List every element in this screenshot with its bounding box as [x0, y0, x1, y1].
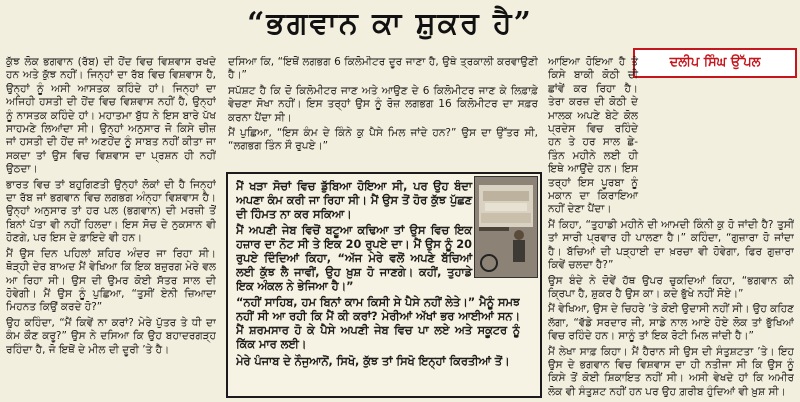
article-column-1 [6, 56, 216, 400]
paragraph: ਆਇਆ ਹੋਇਆ ਹੈ ਤੇ ਕਿਸੇ ਬਾਕੀ ਕੋਠੀ ਦੀ ਛਾਂਵੇਂ ਕਰ ਰਿਹਾ ਹੈ। ਤੇਰਾ ਕਰਜ਼ ਦੀ ਕੋਠੀ ਦੇ ਮਾਲਕ ਅਪਣੇ ਬੇਟੇ ਕੋਲ ਪ੍ਰਦੇਸ ਵਿਚ ਰਹਿੰਦੇ ਹਨ ਤੇ ਹਰ ਸਾਲ ਛੇ-ਤਿੰਨ ਮਹੀਨੇ ਲਈ ਹੀ ਇਥੇ ਆਉਂਦੇ ਹਨ। ਇਸ ਤਰ੍ਹਾਂ ਇਸ ਪੂਰਬਾ ਨੂੰ ਮਕਾਨ ਦਾ ਕਿਰਾਇਆ ਨਹੀਂ ਦੇਣਾ ਪੈਂਦਾ। [548, 56, 638, 216]
photo-elderly-man-with-cart [474, 176, 538, 278]
boxed-paragraph: “ਨਹੀਂ ਸਾਹਿਬ, ਹਮ ਬਿਨਾਂ ਕਾਮ ਕਿਸੀ ਸੇ ਪੈਸੇ ਨਹੀਂ ਲੇਤੇ।” ਮੈਨੂੰ ਸਮਝ ਨਹੀਂ ਸੀ ਆ ਰਹੀ ਕਿ ਮੈਂ ਕੀ ਕਰਾਂ? ਮੇਰੀਆਂ ਅੱਖਾਂ ਭਰ ਆਈਆਂ ਸਨ। ਮੈਂ ਸ਼ਰਮਸਾਰ ਹੋ ਕੇ ਪੈਸੇ ਅਪਣੀ ਜੇਬ ਵਿਚ ਪਾ ਲਏ ਅਤੇ ਸਕੂਟਰ ਨੂੰ ਕਿੱਕ ਮਾਰ ਲਈ। [236, 296, 520, 351]
paragraph: ਮੈਂ ਉਸ ਦਿਨ ਪਹਿਲਾਂ ਸ਼ਹਿਰ ਅੰਦਰ ਜਾ ਰਿਹਾ ਸੀ। ਥੋੜ੍ਹੀ ਦੇਰ ਬਾਅਦ ਮੈਂ ਵੇਖਿਆ ਕਿ ਇਕ ਬਜ਼ੁਰਗ ਮੇਰੇ ਵਲ ਆ ਰਿਹਾ ਸੀ। ਉਸ ਦੀ ਉਮਰ ਕੋਈ ਸੱਤਰ ਸਾਲ ਦੀ ਹੋਵੇਗੀ। ਮੈਂ ਉਸ ਨੂੰ ਪੁਛਿਆ, “ਤੁਸੀਂ ਏਨੀ ਜ਼ਿਆਦਾ ਮਿਹਨਤ ਕਿਉਂ ਕਰਦੇ ਹੋ?” [6, 247, 216, 314]
paragraph: ਮੈਂ ਲੇਖਾ ਸਾਫ਼ ਕਿਹਾ। ਮੈਂ ਹੈਰਾਨ ਸੀ ਉਸ ਦੀ ਸੰਤੁਸ਼ਟਤਾ ’ਤੇ। ਇਹ ਉਸ ਦੇ ਭਗਵਾਨ ਵਿਚ ਵਿਸ਼ਵਾਸ ਦਾ ਹੀ ਨਤੀਜਾ ਸੀ ਕਿ ਉਸ ਨੂੰ ਕਿਸੇ ਤੋਂ ਕੋਈ ਸ਼ਿਕਾਇਤ ਨਹੀਂ ਸੀ। ਅਸੀ ਵੇਖਦੇ ਹਾਂ ਕਿ ਅਮੀਰ ਲੋਕ ਵੀ ਸੰਤੁਸ਼ਟ ਨਹੀਂ ਹਨ ਪਰ ਉਹ ਗ਼ਰੀਬ ਹੁੰਦਿਆਂ ਵੀ ਖ਼ੁਸ਼ ਸੀ। [548, 345, 794, 398]
photo-illustration [475, 177, 537, 277]
article-column-2 [228, 56, 538, 170]
headline: “ਭਗਵਾਨ ਕਾ ਸ਼ੁਕਰ ਹੈ” [247, 6, 533, 41]
paragraph: ਮੈਂ ਪੁਛਿਆ, “ਇਸ ਕੰਮ ਦੇ ਕਿੰਨੇ ਕੁ ਪੈਸੇ ਮਿਲ ਜਾਂਦੇ ਹਨ?” ਉਸ ਦਾ ਉੱਤਰ ਸੀ, “ਲਗਭਗ ਤਿੰਨ ਸੌ ਰੁਪਏ।” [228, 127, 538, 153]
boxed-paragraph: ਮੇਰੇ ਪੰਜਾਬ ਦੇ ਨੌਜੁਆਨੋਂ, ਸਿਖੋ, ਕੁੱਝ ਤਾਂ ਸਿਖੋ ਇਨ੍ਹਾਂ ਕਿਰਤੀਆਂ ਤੋਂ। [236, 354, 510, 368]
article-column-3 [548, 56, 794, 400]
paragraph: ਸਪੱਸ਼ਟ ਹੈ ਕਿ ਦੋ ਕਿਲੋਮੀਟਰ ਜਾਣ ਅਤੇ ਆਉਣ ਦੇ 6 ਕਿਲੋਮੀਟਰ ਜਾਣ ਕੇ ਲਿਫ਼ਾਫ਼ੇ ਵੇਚਣਾ ਸੋਖਾ ਨਹੀਂ। ਇਸ ਤਰ੍ਹਾਂ ਉਸ ਨੂੰ ਰੋਜ਼ ਲਗਭਗ 16 ਕਿਲੋਮੀਟਰ ਦਾ ਸਫ਼ਰ ਕਰਨਾ ਪੈਂਦਾ ਸੀ। [228, 84, 538, 124]
boxed-paragraph: ਮੈਂ ਖੜਾ ਸੋਚਾਂ ਵਿਚ ਡੁੱਬਿਆ ਹੋਇਆ ਸੀ, ਪਰ ਉਹ ਬੰਦਾ ਅਪਣਾ ਕੰਮ ਕਰੀ ਜਾ ਰਿਹਾ ਸੀ। ਮੈਂ ਉਸ ਤੋਂ ਹੋਰ ਕੁੱਝ ਪੁੱਛਣ ਦੀ ਹਿੰਮਤ ਨਾ ਕਰ ਸਕਿਆ। [236, 180, 472, 221]
paragraph: ਉਹ ਕਹਿੰਦਾ, “ਮੈਂ ਕਿਵੇਂ ਨਾ ਕਰਾਂ? ਮੇਰੇ ਪੁੱਤਰ ਤੇ ਧੀ ਦਾ ਕੰਮ ਕੌਣ ਕਰੂ?” ਉਸ ਨੇ ਦਸਿਆ ਕਿ ਉਹ ਬਹਾਦਰਗੜ੍ਹ ਰਹਿੰਦਾ ਹੈ, ਜੋ ਇਥੋਂ ਦੇ ਮੀਲ ਦੀ ਦੂਰੀ ’ਤੇ ਹੈ। [6, 316, 216, 356]
paragraph: ਮੈਂ ਵੇਖਿਆ, ਉਸ ਦੇ ਚਿਹਰੇ ’ਤੇ ਕੋਈ ਉਦਾਸੀ ਨਹੀਂ ਸੀ। ਉਹ ਕਹਿਣ ਲੱਗਾ, “ਵੱਡੇ ਸਰਦਾਰ ਜੀ, ਸਾਡੇ ਨਾਲ ਆਏ ਹੋਏ ਲੋਕ ਤਾਂ ਭੁੱਖਿਆਂ ਵਿਚ ਰਹਿੰਦੇ ਹਨ। ਸਾਨੂੰ ਤਾਂ ਇਕ ਰੋਟੀ ਮਿਲ ਜਾਂਦੀ ਹੈ।” [548, 303, 794, 343]
paragraph: ਦਸਿਆ ਕਿ, “ਇਥੋਂ ਲਗਭਗ 6 ਕਿਲੋਮੀਟਰ ਦੂਰ ਜਾਣਾ ਹੈ, ਉਥੇ ਤ੍ਰਕਾਲੀ ਕਰਵਾਉਣੀ ਹੈ।” [228, 56, 538, 82]
paragraph: ਮੈਂ ਕਿਹਾ, “ਤੁਹਾਡੀ ਮਹੀਨੇ ਦੀ ਆਮਦੀ ਕਿੰਨੀ ਕੁ ਹੋ ਜਾਂਦੀ ਹੈ? ਤੁਸੀਂ ਤਾਂ ਸਾਰੀ ਪ੍ਰਵਾਰ ਹੀ ਪਾਲਣਾ ਹੈ।” ਕਹਿੰਦਾ, “ਗੁਜ਼ਾਰਾ ਹੋ ਜਾਂਦਾ ਹੈ। ਬੱਚਿਆਂ ਦੀ ਪੜ੍ਹਾਈ ਦਾ ਖ਼ਰਚਾ ਵੀ ਹੋਵੇਗਾ, ਫਿਰ ਗੁਜ਼ਾਰਾ ਕਿਵੇਂ ਚਲਦਾ ਹੈ?” [548, 218, 794, 272]
paragraph: ਉਸ ਬੰਦੇ ਨੇ ਦੋਵੇਂ ਹੱਥ ਉਪਰ ਚੁਕਦਿਆਂ ਕਿਹਾ, “ਭਗਵਾਨ ਕੀ ਕ੍ਰਿਪਾ ਹੈ, ਸ਼ੁਕਰ ਹੈ ਉਸ ਕਾ। ਕਦੇ ਭੁੱਖੇ ਨਹੀਂ ਸੋਏ।” [548, 274, 794, 300]
boxed-paragraph: ਮੈਂ ਅਪਣੀ ਜੇਬ ਵਿਚੋਂ ਬਟੂਆ ਕਢਿਆ ਤਾਂ ਉਸ ਵਿਚ ਇਕ ਹਜ਼ਾਰ ਦਾ ਨੋਟ ਸੀ ਤੇ ਇਕ 20 ਰੁਪਏ ਦਾ। ਮੈਂ ਉਸ ਨੂੰ 20 ਰੁਪਏ ਦਿੰਦਿਆਂ ਕਿਹਾ, “ਅੱਜ ਮੇਰੇ ਵਲੋਂ ਅਪਣੇ ਬੱਚਿਆਂ ਲਈ ਕੁੱਝ ਲੈ ਜਾਵੀਂ, ਉਹ ਖ਼ੁਸ਼ ਹੋ ਜਾਣਗੇ। ਕਹੀਂ, ਤੁਹਾਡੇ ਇਕ ਅੰਕਲ ਨੇ ਭੇਜਿਆ ਹੈ।” [236, 224, 472, 293]
paragraph: ਭਾਰਤ ਵਿਚ ਤਾਂ ਬਹੁਗਿਣਤੀ ਉਨ੍ਹਾਂ ਲੋਕਾਂ ਦੀ ਹੈ ਜਿਨ੍ਹਾਂ ਦਾ ਰੱਬ ਜਾਂ ਭਗਵਾਨ ਵਿਚ ਲਗਭਗ ਅੰਨ੍ਹਾ ਵਿਸ਼ਵਾਸ ਹੈ। ਉਨ੍ਹਾਂ ਅਨੁਸਾਰ ਤਾਂ ਹਰ ਪਲ (ਭਗਵਾਨ) ਦੀ ਮਰਜ਼ੀ ਤੋਂ ਬਿਨਾਂ ਪੱਤਾ ਵੀ ਨਹੀਂ ਹਿਲਦਾ। ਇਸ ਸੋਚ ਦੇ ਨੁਕਸਾਨ ਵੀ ਹੋਣਗੇ, ਪਰ ਇਸ ਦੇ ਫ਼ਾਇਦੇ ਵੀ ਹਨ। [6, 178, 216, 245]
paragraph: ਕੁੱਝ ਲੋਕ ਭਗਵਾਨ (ਰੱਬ) ਦੀ ਹੋਂਦ ਵਿਚ ਵਿਸ਼ਵਾਸ ਰਖਦੇ ਹਨ ਅਤੇ ਕੁੱਝ ਨਹੀਂ। ਜਿਨ੍ਹਾਂ ਦਾ ਰੱਬ ਵਿਚ ਵਿਸ਼ਵਾਸ ਹੈ, ਉਨ੍ਹਾਂ ਨੂੰ ਅਸੀ ਆਸਤਕ ਕਹਿੰਦੇ ਹਾਂ। ਜਿਨ੍ਹਾਂ ਦਾ ਅਜਿਹੀ ਹਸਤੀ ਦੀ ਹੋਂਦ ਵਿਚ ਵਿਸ਼ਵਾਸ ਨਹੀਂ ਹੈ, ਉਨ੍ਹਾਂ ਨੂੰ ਨਾਸਤਕ ਕਹਿੰਦੇ ਹਾਂ। ਮਹਾਤਮਾ ਬੁੱਧ ਨੇ ਇਸ ਬਾਰੇ ਪੱਖ ਸਾਹਮਣੇ ਲਿਆਂਦਾ ਸੀ। ਉਨ੍ਹਾਂ ਅਨੁਸਾਰ ਜੋ ਕਿਸੇ ਚੀਜ਼ ਜਾਂ ਹਸਤੀ ਦੀ ਹੋਂਦ ਜਾਂ ਅਣਹੋਂਦ ਨੂੰ ਸਾਬਤ ਨਹੀਂ ਕੀਤਾ ਜਾ ਸਕਦਾ ਤਾਂ ਉਸ ਵਿਚ ਵਿਸ਼ਵਾਸ ਦਾ ਪ੍ਰਸ਼ਨ ਹੀ ਨਹੀਂ ਉਠਦਾ। [6, 56, 216, 176]
byline-author: ਦਲੀਪ ਸਿੰਘ ਉੱਪਲ [633, 48, 797, 78]
